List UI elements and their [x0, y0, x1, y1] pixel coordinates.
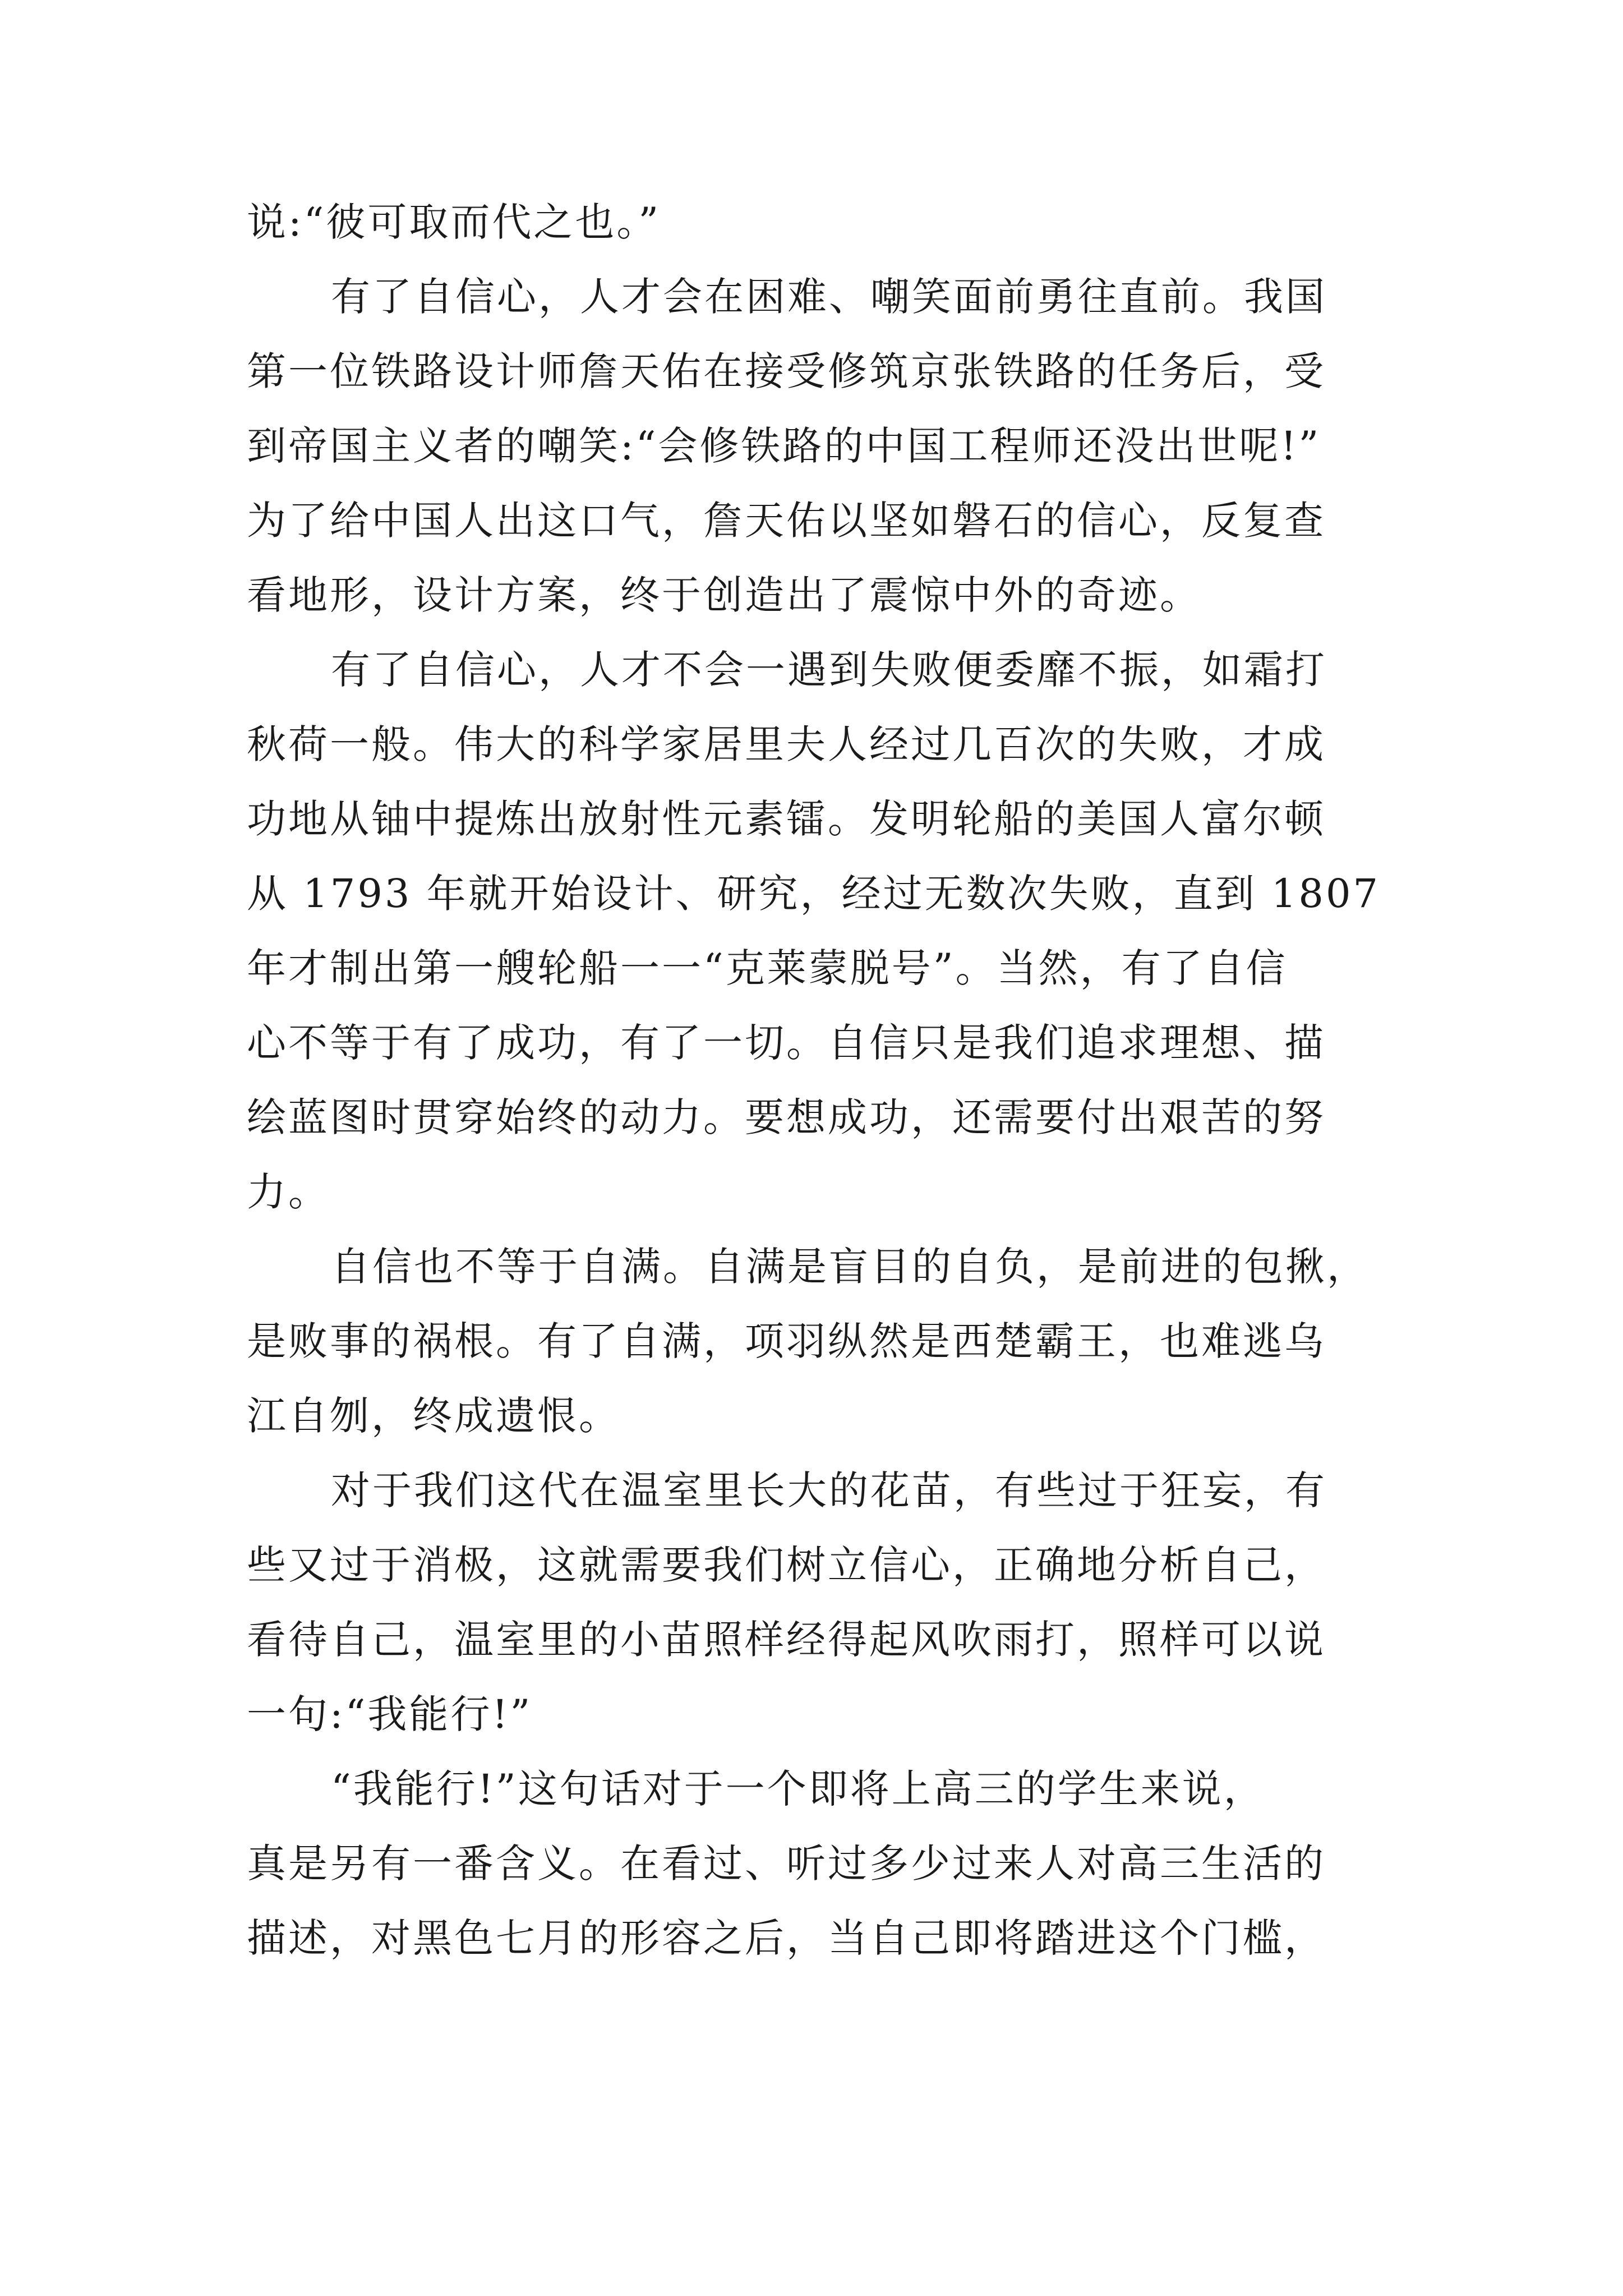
text-line: 功地从铀中提炼出放射性元素镭。发明轮船的美国人富尔顿 [247, 796, 1326, 842]
text-line: 说:“彼可取而代之也。” [247, 199, 661, 245]
text-line: 是败事的祸根。有了自满，项羽纵然是西楚霸王，也难逃乌 [247, 1318, 1326, 1364]
essay-body [247, 185, 1391, 1976]
text-line: 些又过于消极，这就需要我们树立信心，正确地分析自己， [247, 1542, 1326, 1588]
text-line: 到帝国主义者的嘲笑:“会修铁路的中国工程师还没出世呢!” [247, 423, 1321, 469]
text-line: 看地形，设计方案，终于创造出了震惊中外的奇迹。 [247, 572, 1201, 618]
text-line: 绘蓝图时贯穿始终的动力。要想成功，还需要付出艰苦的努 [247, 1094, 1326, 1140]
text-line: 江自刎，终成遗恨。 [247, 1393, 620, 1439]
paragraph-start-line: 自信也不等于自满。自满是盲目的自负，是前进的包揪， [331, 1244, 1368, 1290]
text-line: 从 1793 年就开始设计、研究，经过无数次失败，直到 1807 [247, 871, 1381, 917]
text-line: 为了给中国人出这口气，詹天佑以坚如磐石的信心，反复查 [247, 498, 1326, 544]
text-line: 描述，对黑色七月的形容之后，当自己即将踏进这个门槛， [247, 1915, 1326, 1961]
paragraph-start-line: 有了自信心，人才不会一遇到失败便委靡不振，如霜打 [331, 647, 1327, 693]
text-line: 秋荷一般。伟大的科学家居里夫人经过几百次的失败，才成 [247, 721, 1326, 767]
text-line: 一句:“我能行!” [247, 1691, 533, 1737]
text-line: 第一位铁路设计师詹天佑在接受修筑京张铁路的任务后，受 [247, 348, 1326, 394]
paragraph-start-line: 有了自信心，人才会在困难、嘲笑面前勇往直前。我国 [331, 274, 1327, 320]
paragraph-start-line: “我能行!”这句话对于一个即将上高三的学生来说， [331, 1766, 1265, 1812]
text-line: 看待自己，温室里的小苗照样经得起风吹雨打，照样可以说 [247, 1617, 1326, 1663]
text-line: 力。 [247, 1169, 330, 1215]
text-line: 真是另有一番含义。在看过、听过多少过来人对高三生活的 [247, 1841, 1326, 1887]
text-line: 年才制出第一艘轮船一一“克莱蒙脱号”。当然，有了自信 [247, 945, 1288, 991]
paragraph-start-line: 对于我们这代在温室里长大的花苗，有些过于狂妄，有 [331, 1467, 1327, 1513]
text-line: 心不等于有了成功，有了一切。自信只是我们追求理想、描 [247, 1020, 1326, 1066]
